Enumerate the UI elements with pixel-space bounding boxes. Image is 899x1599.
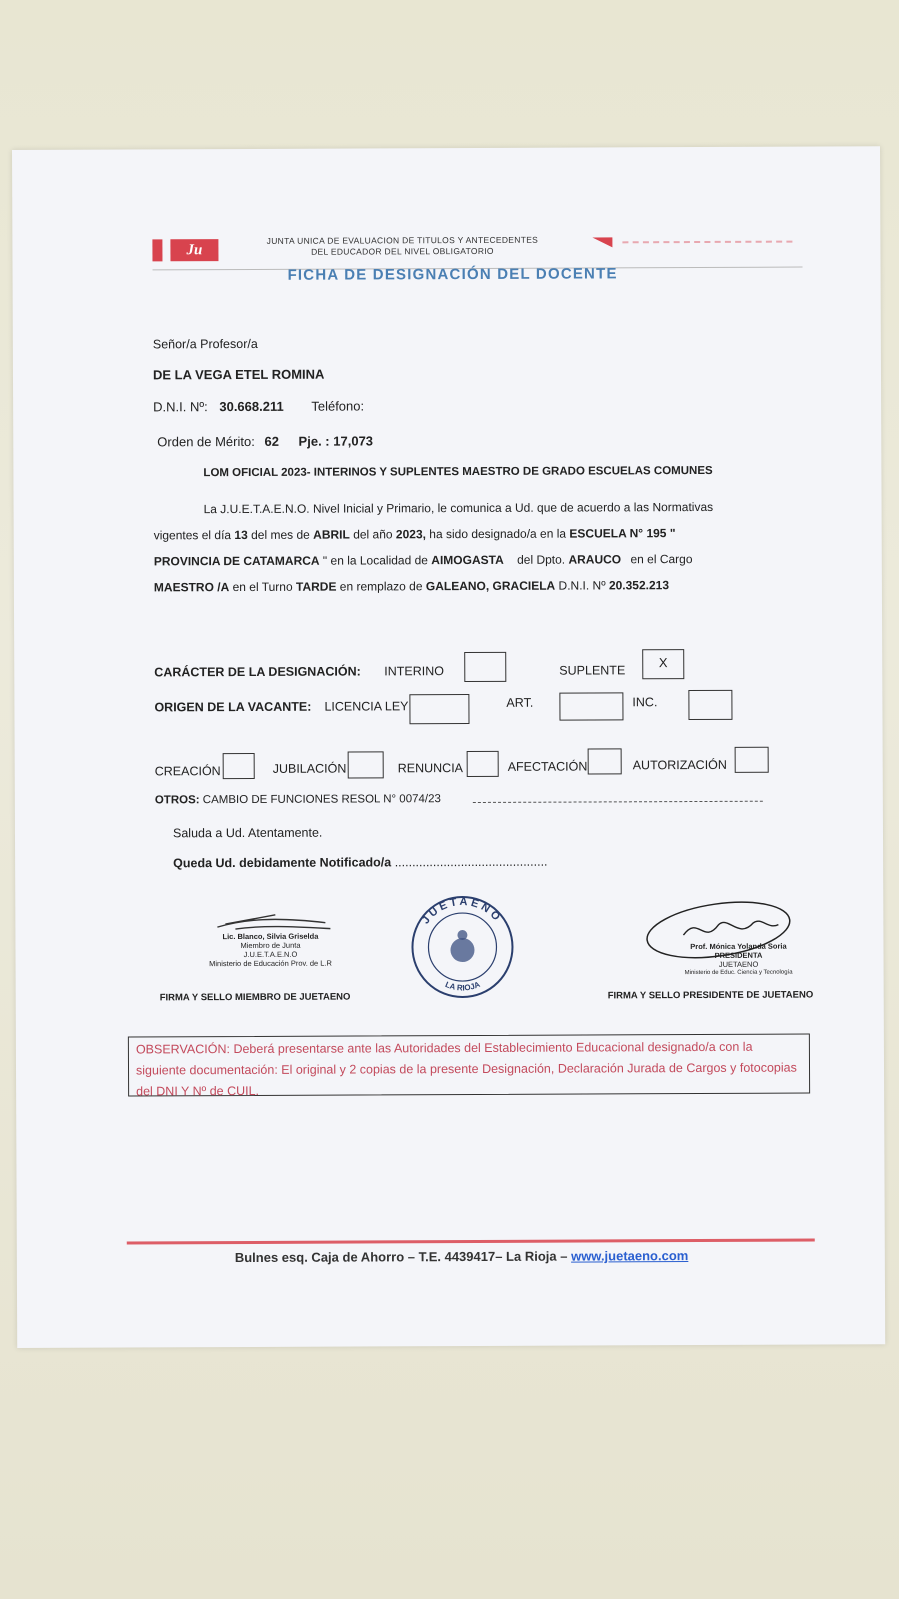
otros-row	[155, 793, 441, 806]
renuncia-checkbox[interactable]	[467, 751, 499, 777]
otros-label: OTROS:	[154, 794, 200, 807]
dni-label: D.N.I. Nº:	[153, 399, 208, 415]
text-fragment: en el Turno	[232, 579, 293, 595]
licencia-checkbox[interactable]	[409, 694, 469, 724]
pje-label: Pje. :	[298, 433, 330, 449]
licencia-label: LICENCIA LEY	[324, 699, 409, 714]
red-triangle-icon	[592, 237, 612, 247]
afectacion-checkbox[interactable]	[588, 748, 622, 774]
dni-value: 30.668.211	[219, 398, 284, 415]
caracter-label: CARÁCTER DE LA DESIGNACIÓN:	[154, 664, 361, 680]
left-sig-caption: FIRMA Y SELLO MIEMBRO DE JUETAENO	[159, 991, 351, 1004]
otros-value: CAMBIO DE FUNCIONES RESOL N° 0074/23	[202, 793, 441, 807]
locality-value: AIMOGASTA	[431, 552, 504, 568]
notified-row	[173, 855, 547, 871]
left-sig-block	[200, 932, 340, 969]
list-title: LOM OFICIAL 2023- INTERINOS Y SUPLENTES MAESTRO DE GRADO ESCUELAS COMUNES	[203, 464, 713, 480]
text-fragment: del Dpto.	[517, 552, 566, 567]
origen-label: ORIGEN DE LA VACANTE:	[154, 699, 312, 715]
document-sheet	[12, 146, 885, 1348]
seal-text	[410, 895, 514, 999]
left-sig-name: Lic. Blanco, Silvia Griselda	[222, 931, 319, 942]
body-line-1: La J.U.E.T.A.E.N.O. Nivel Inicial y Primario, le comunica a Ud. que de acuerdo a las Normativas	[203, 499, 714, 517]
jubilacion-checkbox[interactable]	[348, 751, 384, 778]
text-fragment: en el Cargo	[630, 552, 693, 567]
text-fragment: del mes de	[251, 527, 310, 542]
province-value: PROVINCIA DE CATAMARCA	[153, 553, 320, 569]
merit-value: 62	[264, 433, 279, 449]
creacion-checkbox[interactable]	[223, 753, 255, 779]
body-line-3	[154, 546, 693, 574]
interino-label: INTERINO	[384, 664, 445, 679]
footer-address: Bulnes esq. Caja de Ahorro – T.E. 4439417– La Rioja –	[234, 1248, 568, 1266]
renuncia-label: RENUNCIA	[397, 761, 464, 776]
salutation: Señor/a Profesor/a	[152, 336, 258, 352]
recipient-name: DE LA VEGA ETEL ROMINA	[152, 366, 325, 383]
art-checkbox[interactable]	[559, 692, 623, 720]
right-sig-role: PRESIDENTA	[714, 950, 763, 960]
page-title: FICHA DE DESIGNACIÓN DEL DOCENTE	[287, 265, 618, 284]
interino-checkbox[interactable]	[464, 652, 506, 682]
merit-row	[157, 433, 373, 449]
creacion-label: CREACIÓN	[154, 764, 221, 779]
footer-website-link[interactable]: www.juetaeno.com	[571, 1248, 689, 1264]
right-sig-ministry: Ministerio de Educ. Ciencia y Tecnología	[684, 969, 793, 977]
observation-text: Deberá presentarse ante las Autoridades del Establecimiento Educacional designado/a con la siguiente documentación: El original y 2 copias de la presente Designación, Declaración Jurada de Cargos y fotocopias del DNI Y Nº de CUIL.	[135, 1039, 797, 1099]
observation-box	[128, 1034, 810, 1097]
month-value: ABRIL	[313, 527, 350, 542]
org-name-line2: DEL EDUCADOR DEL NIVEL OBLIGATORIO	[311, 245, 494, 257]
replaced-name-value: GALEANO, GRACIELA	[425, 578, 556, 594]
suplente-checkbox[interactable]: X	[642, 649, 684, 679]
replaced-dni-value: 20.352.213	[608, 578, 670, 593]
body-line-4	[154, 572, 669, 600]
text-fragment: D.N.I. Nº	[558, 578, 606, 593]
art-label: ART.	[506, 695, 534, 710]
right-sig-block	[683, 942, 793, 978]
org-name-line1: JUNTA UNICA DE EVALUACION DE TITULOS Y ANTECEDENTES	[266, 234, 539, 246]
svg-text:JUETAENO	[420, 896, 505, 927]
year-value: 2023,	[395, 527, 426, 542]
text-fragment: del año	[353, 527, 393, 542]
jubilacion-label: JUBILACIÓN	[272, 761, 347, 776]
logo-bar-icon	[152, 239, 162, 261]
suplente-label: SUPLENTE	[559, 663, 626, 678]
observation-label: OBSERVACIÓN:	[135, 1042, 230, 1057]
body-line-2	[154, 520, 676, 548]
school-value: ESCUELA N° 195	[569, 526, 667, 541]
seal-bottom-text: LA RIOJA	[443, 979, 482, 993]
turno-value: TARDE	[295, 579, 337, 594]
text-fragment: " en la Localidad de	[322, 553, 428, 568]
day-value: 13	[234, 527, 248, 543]
right-sig-org: JUETAENO	[718, 959, 759, 969]
phone-label: Teléfono:	[311, 398, 365, 414]
text-fragment: ha sido designado/a en la	[429, 526, 567, 542]
greeting: Saluda a Ud. Atentamente.	[172, 825, 323, 841]
autorizacion-checkbox[interactable]	[735, 747, 769, 773]
notified-text: Queda Ud. debidamente Notificado/a	[173, 855, 392, 871]
right-sig-caption: FIRMA Y SELLO PRESIDENTE DE JUETAENO	[607, 989, 814, 1002]
quote-mark: "	[669, 526, 676, 541]
logo-mark: Ju	[170, 239, 218, 261]
merit-label: Orden de Mérito:	[157, 433, 255, 450]
text-fragment: en remplazo de	[339, 579, 423, 594]
afectacion-label: AFECTACIÓN	[507, 759, 588, 774]
seal-top-text: JUETAENO	[419, 895, 505, 927]
left-sig-role: Miembro de Junta	[240, 940, 301, 951]
otros-dash-line	[473, 801, 763, 803]
left-sig-org: J.U.E.T.A.E.N.O	[243, 949, 298, 959]
pje-value: 17,073	[333, 433, 374, 449]
notified-dots: ............................................	[394, 854, 548, 870]
footer-divider	[127, 1239, 815, 1245]
right-sig-name: Prof. Mónica Yolanda Soria	[690, 941, 787, 952]
dni-row	[153, 398, 364, 414]
cargo-value: MAESTRO /A	[153, 580, 230, 595]
dept-value: ARAUCO	[568, 552, 622, 567]
inc-label: INC.	[632, 695, 658, 710]
inc-checkbox[interactable]	[688, 690, 732, 720]
autorizacion-label: AUTORIZACIÓN	[632, 757, 727, 773]
header-dash-decoration	[622, 241, 792, 244]
juetaeno-logo	[152, 239, 222, 261]
text-fragment: vigentes el día	[153, 528, 232, 543]
svg-text:LA RIOJA	[444, 980, 482, 993]
left-sig-ministry: Ministerio de Educación Prov. de L.R	[209, 958, 332, 969]
footer	[235, 1248, 689, 1265]
